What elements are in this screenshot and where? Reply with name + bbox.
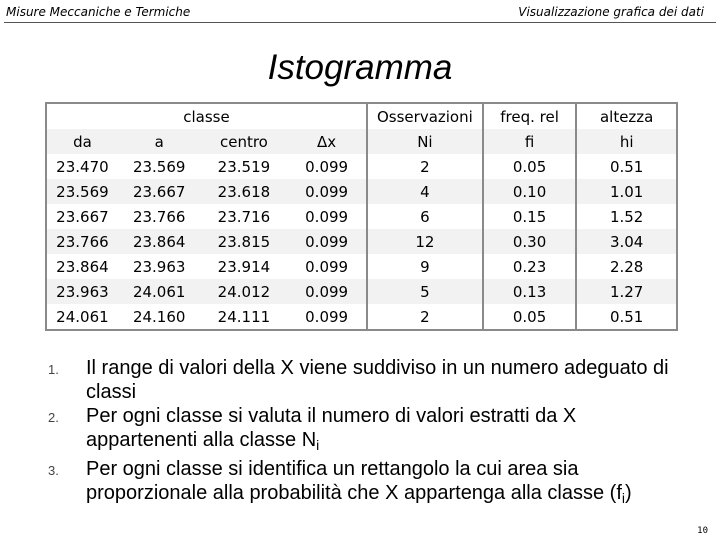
column-header-da: da — [46, 129, 118, 154]
histogram-table — [45, 102, 678, 331]
table-row — [46, 154, 677, 179]
column-header-hi: hi — [576, 129, 677, 154]
list-number: 2. — [48, 410, 59, 425]
table-row — [46, 229, 677, 254]
header-freq-rel: freq. rel — [483, 103, 577, 129]
table-cell: 23.963 — [132, 257, 186, 276]
header-classe: classe — [183, 107, 230, 126]
table-row — [46, 304, 677, 330]
table-row — [46, 279, 677, 304]
column-header-dx: Δx — [287, 129, 367, 154]
list-item — [48, 356, 688, 404]
table-cell: 0.05 — [483, 154, 577, 179]
table-cell: 0.30 — [483, 229, 577, 254]
list-item — [48, 404, 688, 457]
table-group-header-row — [46, 103, 677, 129]
table-cell: 23.618 — [201, 179, 288, 204]
table-cell: 12 — [367, 229, 483, 254]
table-cell: 0.13 — [483, 279, 577, 304]
list-text-end: ) — [625, 482, 632, 504]
slide-title: Istogramma — [267, 48, 453, 87]
table-cell: 2 — [367, 154, 483, 179]
list-text: Per ogni classe si identifica un rettangolo la cui area sia proporzionale alla probabilità che X appartenga alla classe (f — [86, 458, 622, 504]
table-cell: 0.10 — [483, 179, 577, 204]
table-cell: 0.05 — [483, 304, 577, 330]
table-cell: 23.864 — [56, 257, 109, 276]
table-cell: 24.061 — [56, 307, 109, 326]
table-cell: 23.470 — [56, 157, 109, 176]
table-row — [46, 179, 677, 204]
table-cell: 9 — [367, 254, 483, 279]
procedure-list — [48, 356, 688, 510]
table-cell: 2.28 — [576, 254, 677, 279]
table-cell: 0.099 — [305, 257, 349, 276]
table-cell: 5 — [367, 279, 483, 304]
table-cell: 23.667 — [118, 179, 201, 204]
header-divider — [4, 22, 716, 23]
table-cell: 2 — [367, 304, 483, 330]
table-cell: 23.569 — [132, 157, 186, 176]
table-cell: 23.569 — [46, 179, 118, 204]
subscript: i — [316, 437, 320, 453]
table-row — [46, 254, 677, 279]
table-cell: 0.099 — [287, 229, 367, 254]
header-osservazioni: Osservazioni — [367, 103, 483, 129]
table-cell: 0.099 — [305, 307, 349, 326]
table-cell: 23.766 — [132, 207, 186, 226]
table-cell: 6 — [367, 204, 483, 229]
list-text: Il range di valori della X viene suddiviso in un numero adeguato di classi — [86, 357, 669, 403]
table-cell: 0.099 — [305, 157, 349, 176]
table-cell: 1.27 — [576, 279, 677, 304]
column-header-fi: fi — [483, 129, 577, 154]
table-cell: 0.23 — [483, 254, 577, 279]
table-cell: 1.52 — [576, 204, 677, 229]
header-section-title: Visualizzazione grafica dei dati — [518, 5, 704, 19]
table-cell: 24.160 — [132, 307, 186, 326]
table-column-header-row — [46, 129, 677, 154]
list-number: 3. — [48, 463, 59, 478]
table-cell: 24.061 — [118, 279, 201, 304]
table-cell: 23.914 — [217, 257, 271, 276]
table-cell: 23.815 — [201, 229, 288, 254]
table-cell: 23.716 — [217, 207, 271, 226]
column-header-ni: Ni — [367, 129, 483, 154]
table-cell: 23.667 — [56, 207, 109, 226]
table-cell: 3.04 — [576, 229, 677, 254]
column-header-a: a — [118, 129, 201, 154]
list-item — [48, 457, 688, 510]
table-row — [46, 204, 677, 229]
page-number: 10 — [697, 526, 708, 536]
list-number: 1. — [48, 362, 59, 377]
header-course-title: Misure Meccaniche e Termiche — [6, 5, 191, 19]
table-cell: 23.766 — [46, 229, 118, 254]
table-cell: 23.519 — [217, 157, 271, 176]
table-cell: 1.01 — [576, 179, 677, 204]
list-text: Per ogni classe si valuta il numero di valori estratti da X appartenenti alla classe N — [86, 405, 577, 451]
table-cell: 0.099 — [287, 179, 367, 204]
table-cell: 4 — [367, 179, 483, 204]
table-cell: 23.963 — [46, 279, 118, 304]
table-cell: 0.099 — [305, 207, 349, 226]
table-cell: 23.864 — [118, 229, 201, 254]
table-cell: 24.111 — [217, 307, 271, 326]
table-cell: 0.51 — [576, 304, 677, 330]
table-cell: 24.012 — [201, 279, 288, 304]
subscript: i — [621, 490, 626, 506]
table-cell: 0.099 — [287, 279, 367, 304]
column-header-centro: centro — [201, 129, 288, 154]
header-altezza: altezza — [576, 103, 677, 129]
table-cell: 0.15 — [483, 204, 577, 229]
table-cell: 0.51 — [576, 154, 677, 179]
table-body — [46, 154, 677, 330]
